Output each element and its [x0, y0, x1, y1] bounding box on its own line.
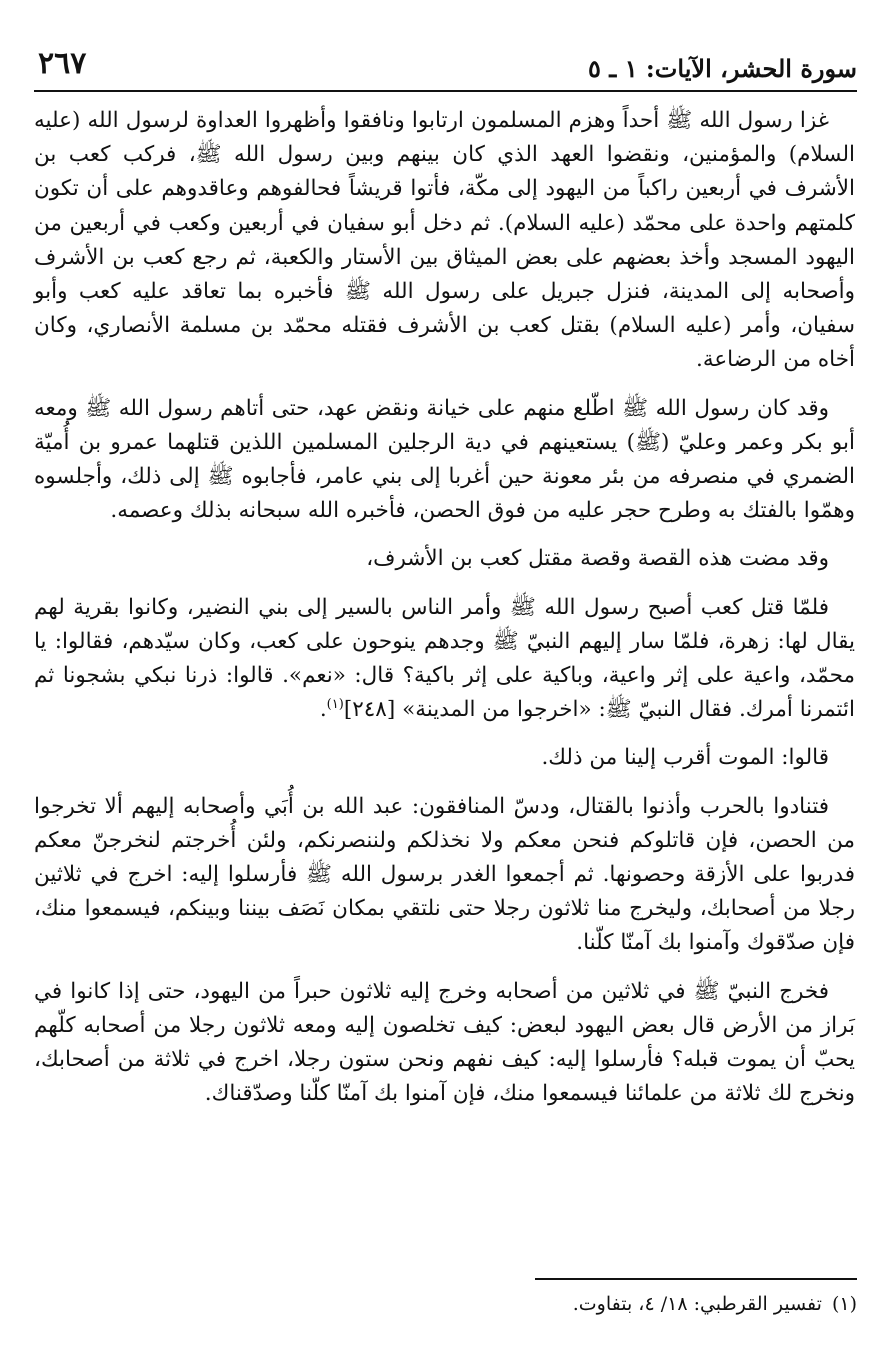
running-head: سورة الحشر، الآيات: ١ ـ ٥ [588, 54, 857, 83]
paragraph-7: فخرج النبيّ ﷺ في ثلاثين من أصحابه وخرج إليه ثلاثون حبراً من اليهود، حتى إذا كانوا في بَراز من الأرض قال بعض اليهود لبعض: كيف تخلصون إليه ومعه ثلاثون رجلا من أصحابه كلّهم يحبّ أن يموت قبله؟ فأرسلوا إليه: كيف نفهم ونحن ستون رجلا، اخرج في ثلاثة من أصحابك، ونخرج لك ثلاثة من علمائنا فيسمعوا منك، فإن آمنوا بك آمنّا كلّنا وصدّقناك. [34, 978, 855, 1107]
footnote [35, 1290, 857, 1318]
paragraph-2: وقد كان رسول الله ﷺ اطّلع منهم على خيانة ونقض عهد، حتى أتاهم رسول الله ﷺ ومعه أبو بكر وعمر وعليّ (ﷺ) يستعينهم في دية الرجلين المسلمين اللذين قتلهما عمرو بن أُميّة الضمري في منصرفه من بئر معونة حين أغربا إلى بني عامر، فأجابوه ﷺ إلى ذلك، وأجلسوه وهمّوا بالفتك به وطرح حجر عليه من فوق الحصن، فأخبره الله سبحانه بذلك وعصمه. [34, 395, 855, 524]
footnote-divider [535, 1278, 857, 1280]
footnote-reference: (١) [326, 697, 344, 713]
paragraph-5: قالوا: الموت أقرب إلينا من ذلك. [541, 745, 829, 771]
paragraph-4-text: فلمّا قتل كعب أصبح رسول الله ﷺ وأمر الناس بالسير إلى بني النضير، وكانوا بقرية لهم يقال لها: زهرة، فلمّا سار إليهم النبيّ ﷺ وجدهم ينوحون على كعب، وكان سيّدهم، فقالوا: يا محمّد، واعية على إثر واعية، وباكية على إثر باكية؟ قال: «نعم». قالوا: ذرنا نبكي بشجونا ثم ائتمرنا أمرك. فقال النبيّ ﷺ: «اخرجوا من المدينة» [٢٤٨] [34, 594, 856, 723]
paragraph-4: فلمّا قتل كعب أصبح رسول الله ﷺ وأمر الناس بالسير إلى بني النضير، وكانوا بقرية لهم يقال لها: زهرة، فلمّا سار إليهم النبيّ ﷺ وجدهم ينوحون على كعب، وكان سيّدهم، فقالوا: يا محمّد، واعية على إثر واعية، وباكية على إثر باكية؟ قال: «نعم». قالوا: ذرنا نبكي بشجونا ثم ائتمرنا أمرك. فقال النبيّ ﷺ: «اخرجوا من المدينة» [٢٤٨]$^{(١)}$. [34, 594, 856, 723]
body-text [34, 104, 855, 1125]
footnote-text: تفسير القرطبي: ١٨/ ٤، بتفاوت. [572, 1293, 822, 1315]
page-header [34, 46, 857, 92]
paragraph-1: غزا رسول الله ﷺ أحداً وهزم المسلمون ارتابوا ونافقوا وأظهروا العداوة لرسول الله (عليه السلام) والمؤمنين، ونقضوا العهد الذي كان بينهم وبين رسول الله ﷺ، فركب كعب بن الأشرف في أربعين راكباً من اليهود إلى مكّة، فأتوا قريشاً فحالفوهم وعاقدوهم على أن تكون كلمتهم واحدة على محمّد (عليه السلام). ثم دخل أبو سفيان في أربعين وكعب في أربعين من اليهود المسجد وأخذ بعضهم على بعض الميثاق بين الأستار والكعبة، ثم رجع كعب بن الأشرف وأصحابه إلى المدينة، فنزل جبريل على رسول الله ﷺ فأخبره بما تعاقد عليه كعب وأبو سفيان، وأمر (عليه السلام) بقتل كعب بن الأشرف فقتله محمّد بن مسلمة الأنصاري، وكان أخاه من الرضاعة. [34, 108, 855, 373]
page-number: ٢٦٧ [38, 46, 87, 81]
paragraph-6: فتنادوا بالحرب وأذنوا بالقتال، ودسّ المنافقون: عبد الله بن أُبَي وأصحابه إليهم ألا تخرجوا من الحصن، فإن قاتلوكم فنحن معكم ولا نخذلكم ولننصرنكم، ولئن أُخرجتم لنخرجنّ معكم فدربوا على الأزقة وحصونها. ثم أجمعوا الغدر برسول الله ﷺ فأرسلوا إليه: اخرج في ثلاثين رجلا من أصحابك، وليخرج منا ثلاثون رجلا حتى نلتقي بمكان نَصَف بيننا وبينكم، فيسمعوا منك، فإن صدّقوك وآمنوا بك آمنّا كلّنا. [34, 793, 855, 956]
footnote-number: (١) [831, 1293, 857, 1315]
paragraph-3: وقد مضت هذه القصة وقصة مقتل كعب بن الأشرف، [366, 546, 829, 572]
